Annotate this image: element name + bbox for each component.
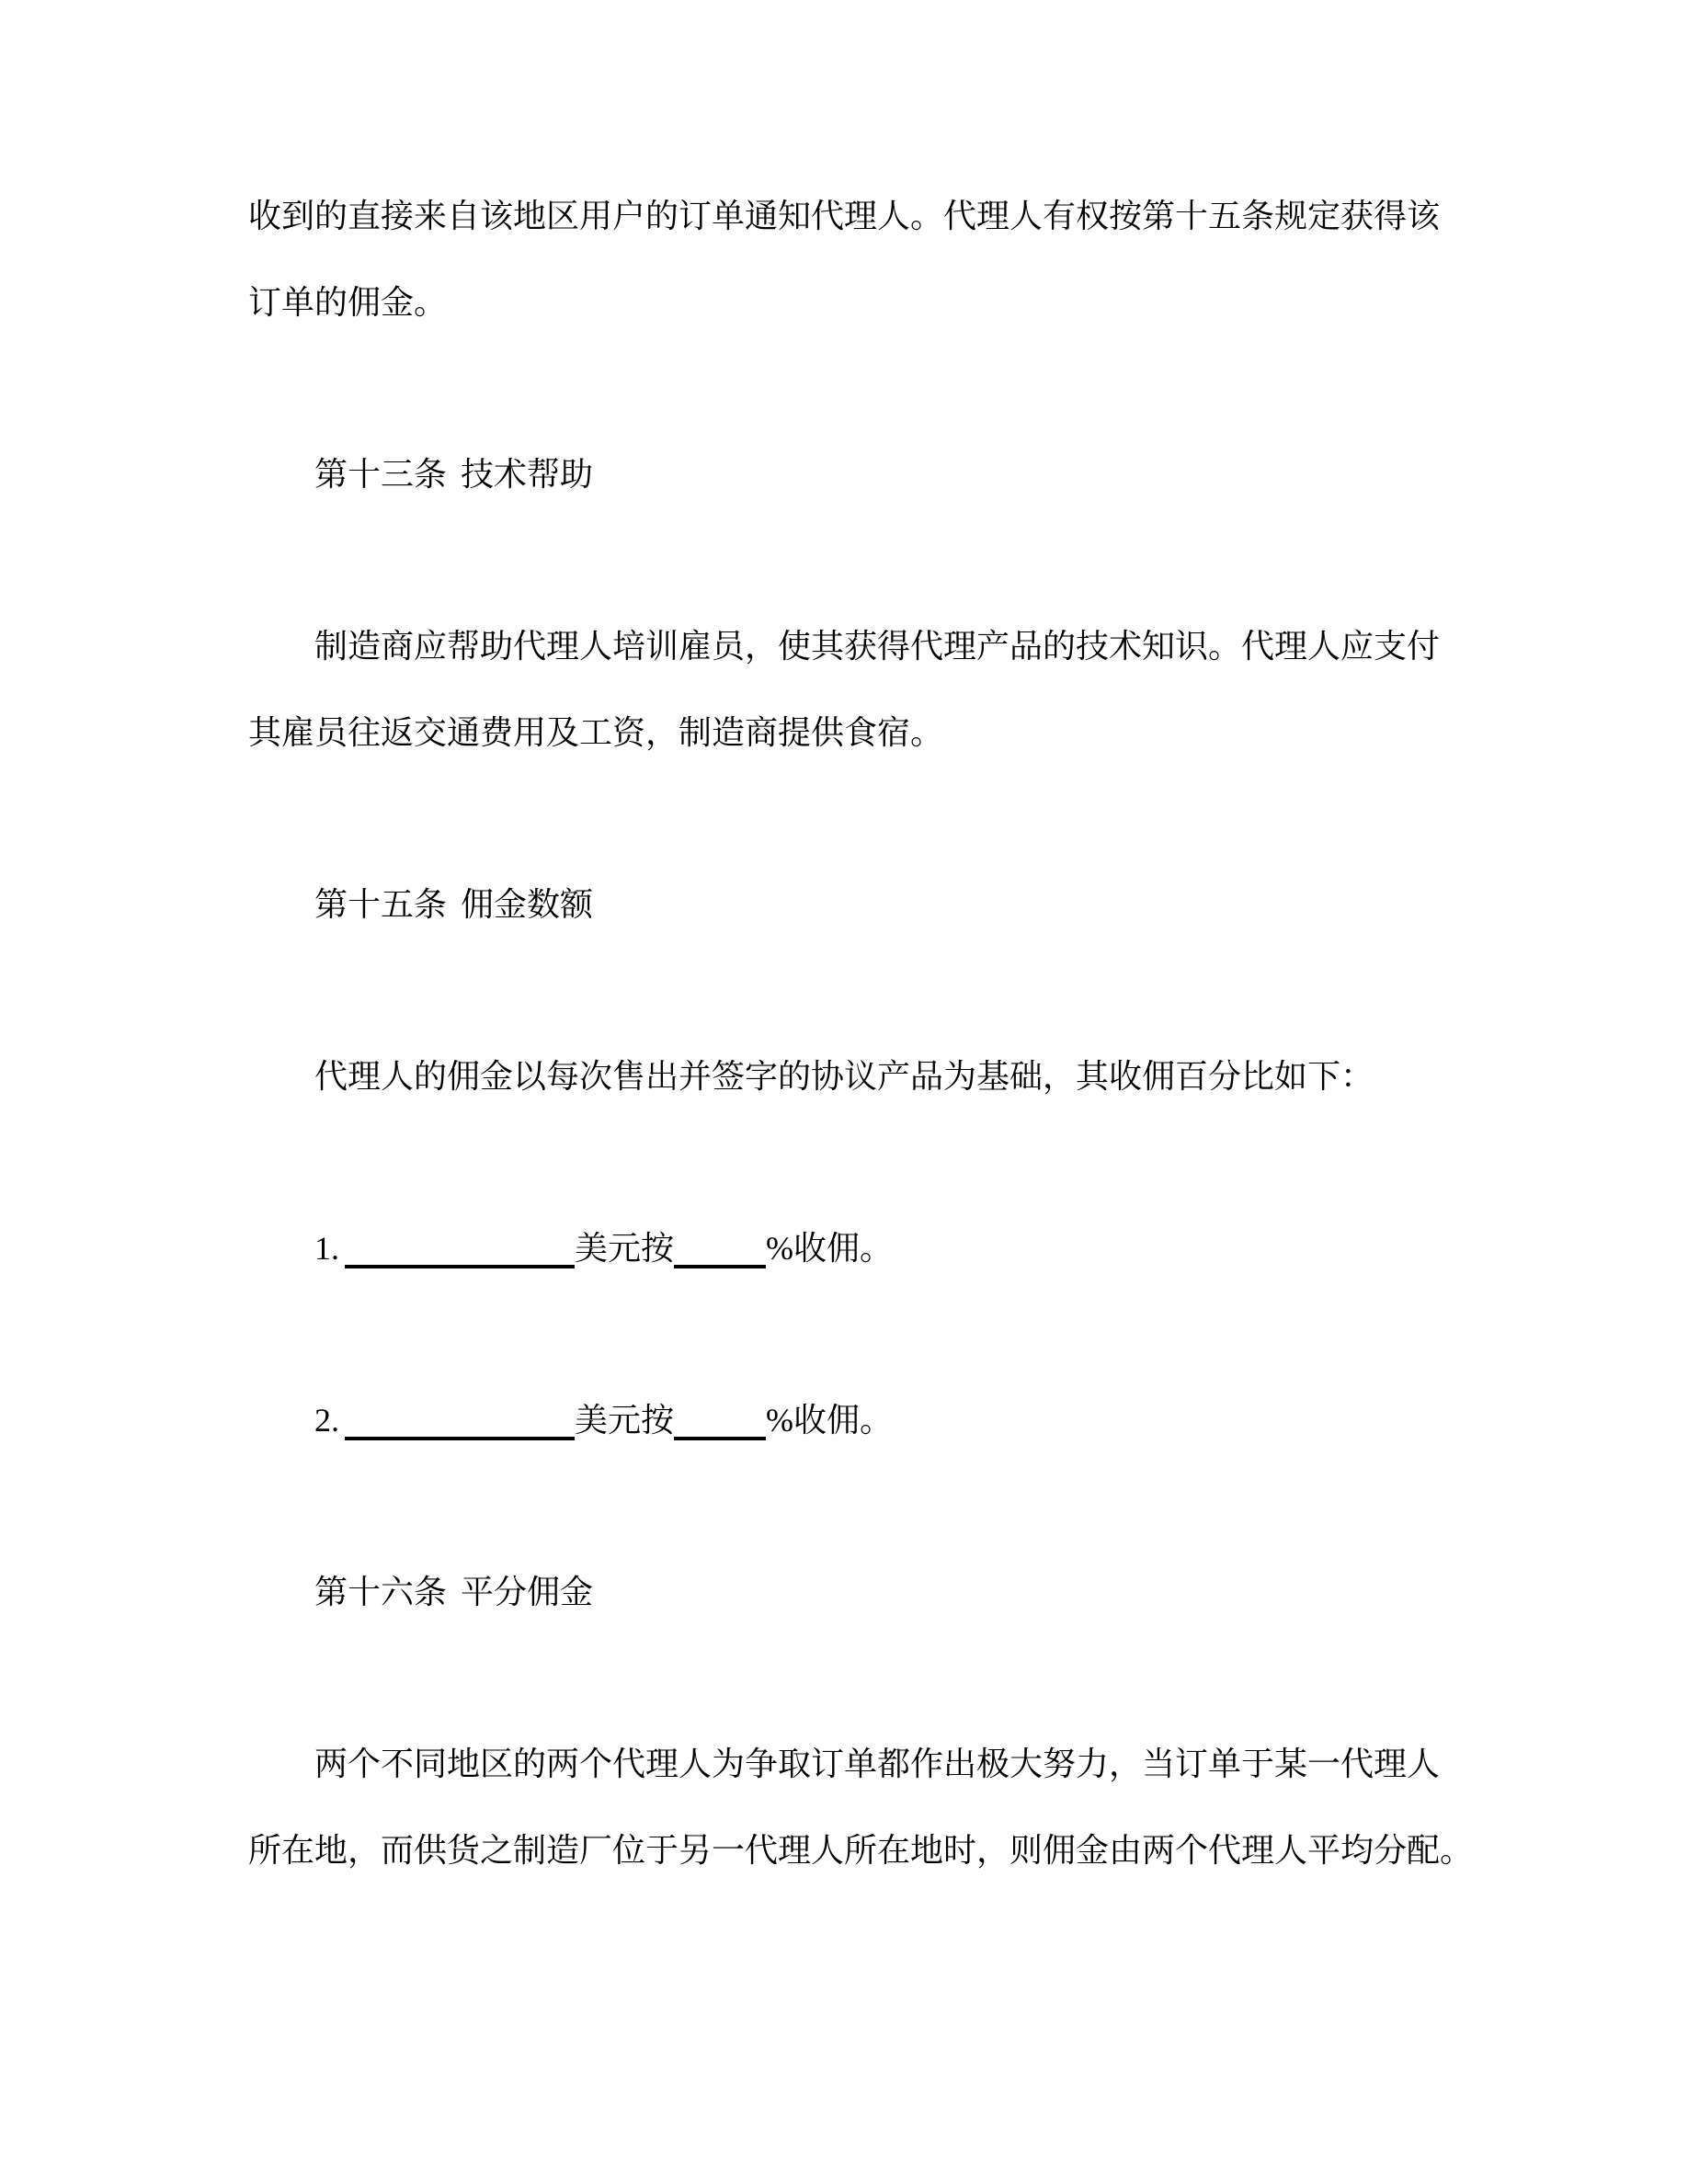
article-13-heading-block xyxy=(248,431,1688,518)
text-line: 两个不同地区的两个代理人为争取订单都作出极大努力，当订单于某一代理人 xyxy=(314,1746,1441,1782)
blank-percent-line xyxy=(674,1418,766,1440)
blank-amount-line xyxy=(345,1418,575,1440)
text-line: 代理人的佣金以每次售出并签字的协议产品为基础，其收佣百分比如下： xyxy=(314,1058,1374,1095)
commission-item-1 xyxy=(248,1205,1688,1291)
item-number: 2. xyxy=(314,1402,339,1439)
article-16-paragraph xyxy=(248,1721,1688,1894)
article-13-paragraph xyxy=(248,603,1688,776)
item-text: 美元按 xyxy=(575,1230,675,1267)
paragraph-continuation xyxy=(248,173,1688,346)
article-16-heading: 第十六条 平分佣金 xyxy=(314,1574,594,1610)
text-line: 其雇员往返交通费用及工资，制造商提供食宿。 xyxy=(248,714,944,751)
text-line: 制造商应帮助代理人培训雇员，使其获得代理产品的技术知识。代理人应支付 xyxy=(314,628,1441,665)
item-text: 美元按 xyxy=(575,1402,675,1439)
blank-amount-line xyxy=(345,1246,575,1268)
article-15-heading-block xyxy=(248,861,1688,948)
text-line xyxy=(248,1377,1688,1463)
article-16-heading-block xyxy=(248,1549,1688,1635)
item-text: %收佣。 xyxy=(766,1230,894,1267)
text-line: 所在地，而供货之制造厂位于另一代理人所在地时，则佣金由两个代理人平均分配。 xyxy=(248,1832,1474,1869)
article-13-heading: 第十三条 技术帮助 xyxy=(314,456,594,493)
blank-percent-line xyxy=(674,1246,766,1268)
text-line: 收到的直接来自该地区用户的订单通知代理人。代理人有权按第十五条规定获得该 xyxy=(248,198,1441,234)
article-15-heading: 第十五条 佣金数额 xyxy=(314,886,594,923)
item-text: %收佣。 xyxy=(766,1402,894,1439)
text-line xyxy=(248,1205,1688,1291)
article-15-paragraph xyxy=(248,1033,1688,1120)
text-line: 订单的佣金。 xyxy=(248,284,448,321)
commission-item-2 xyxy=(248,1377,1688,1463)
item-number: 1. xyxy=(314,1230,339,1267)
